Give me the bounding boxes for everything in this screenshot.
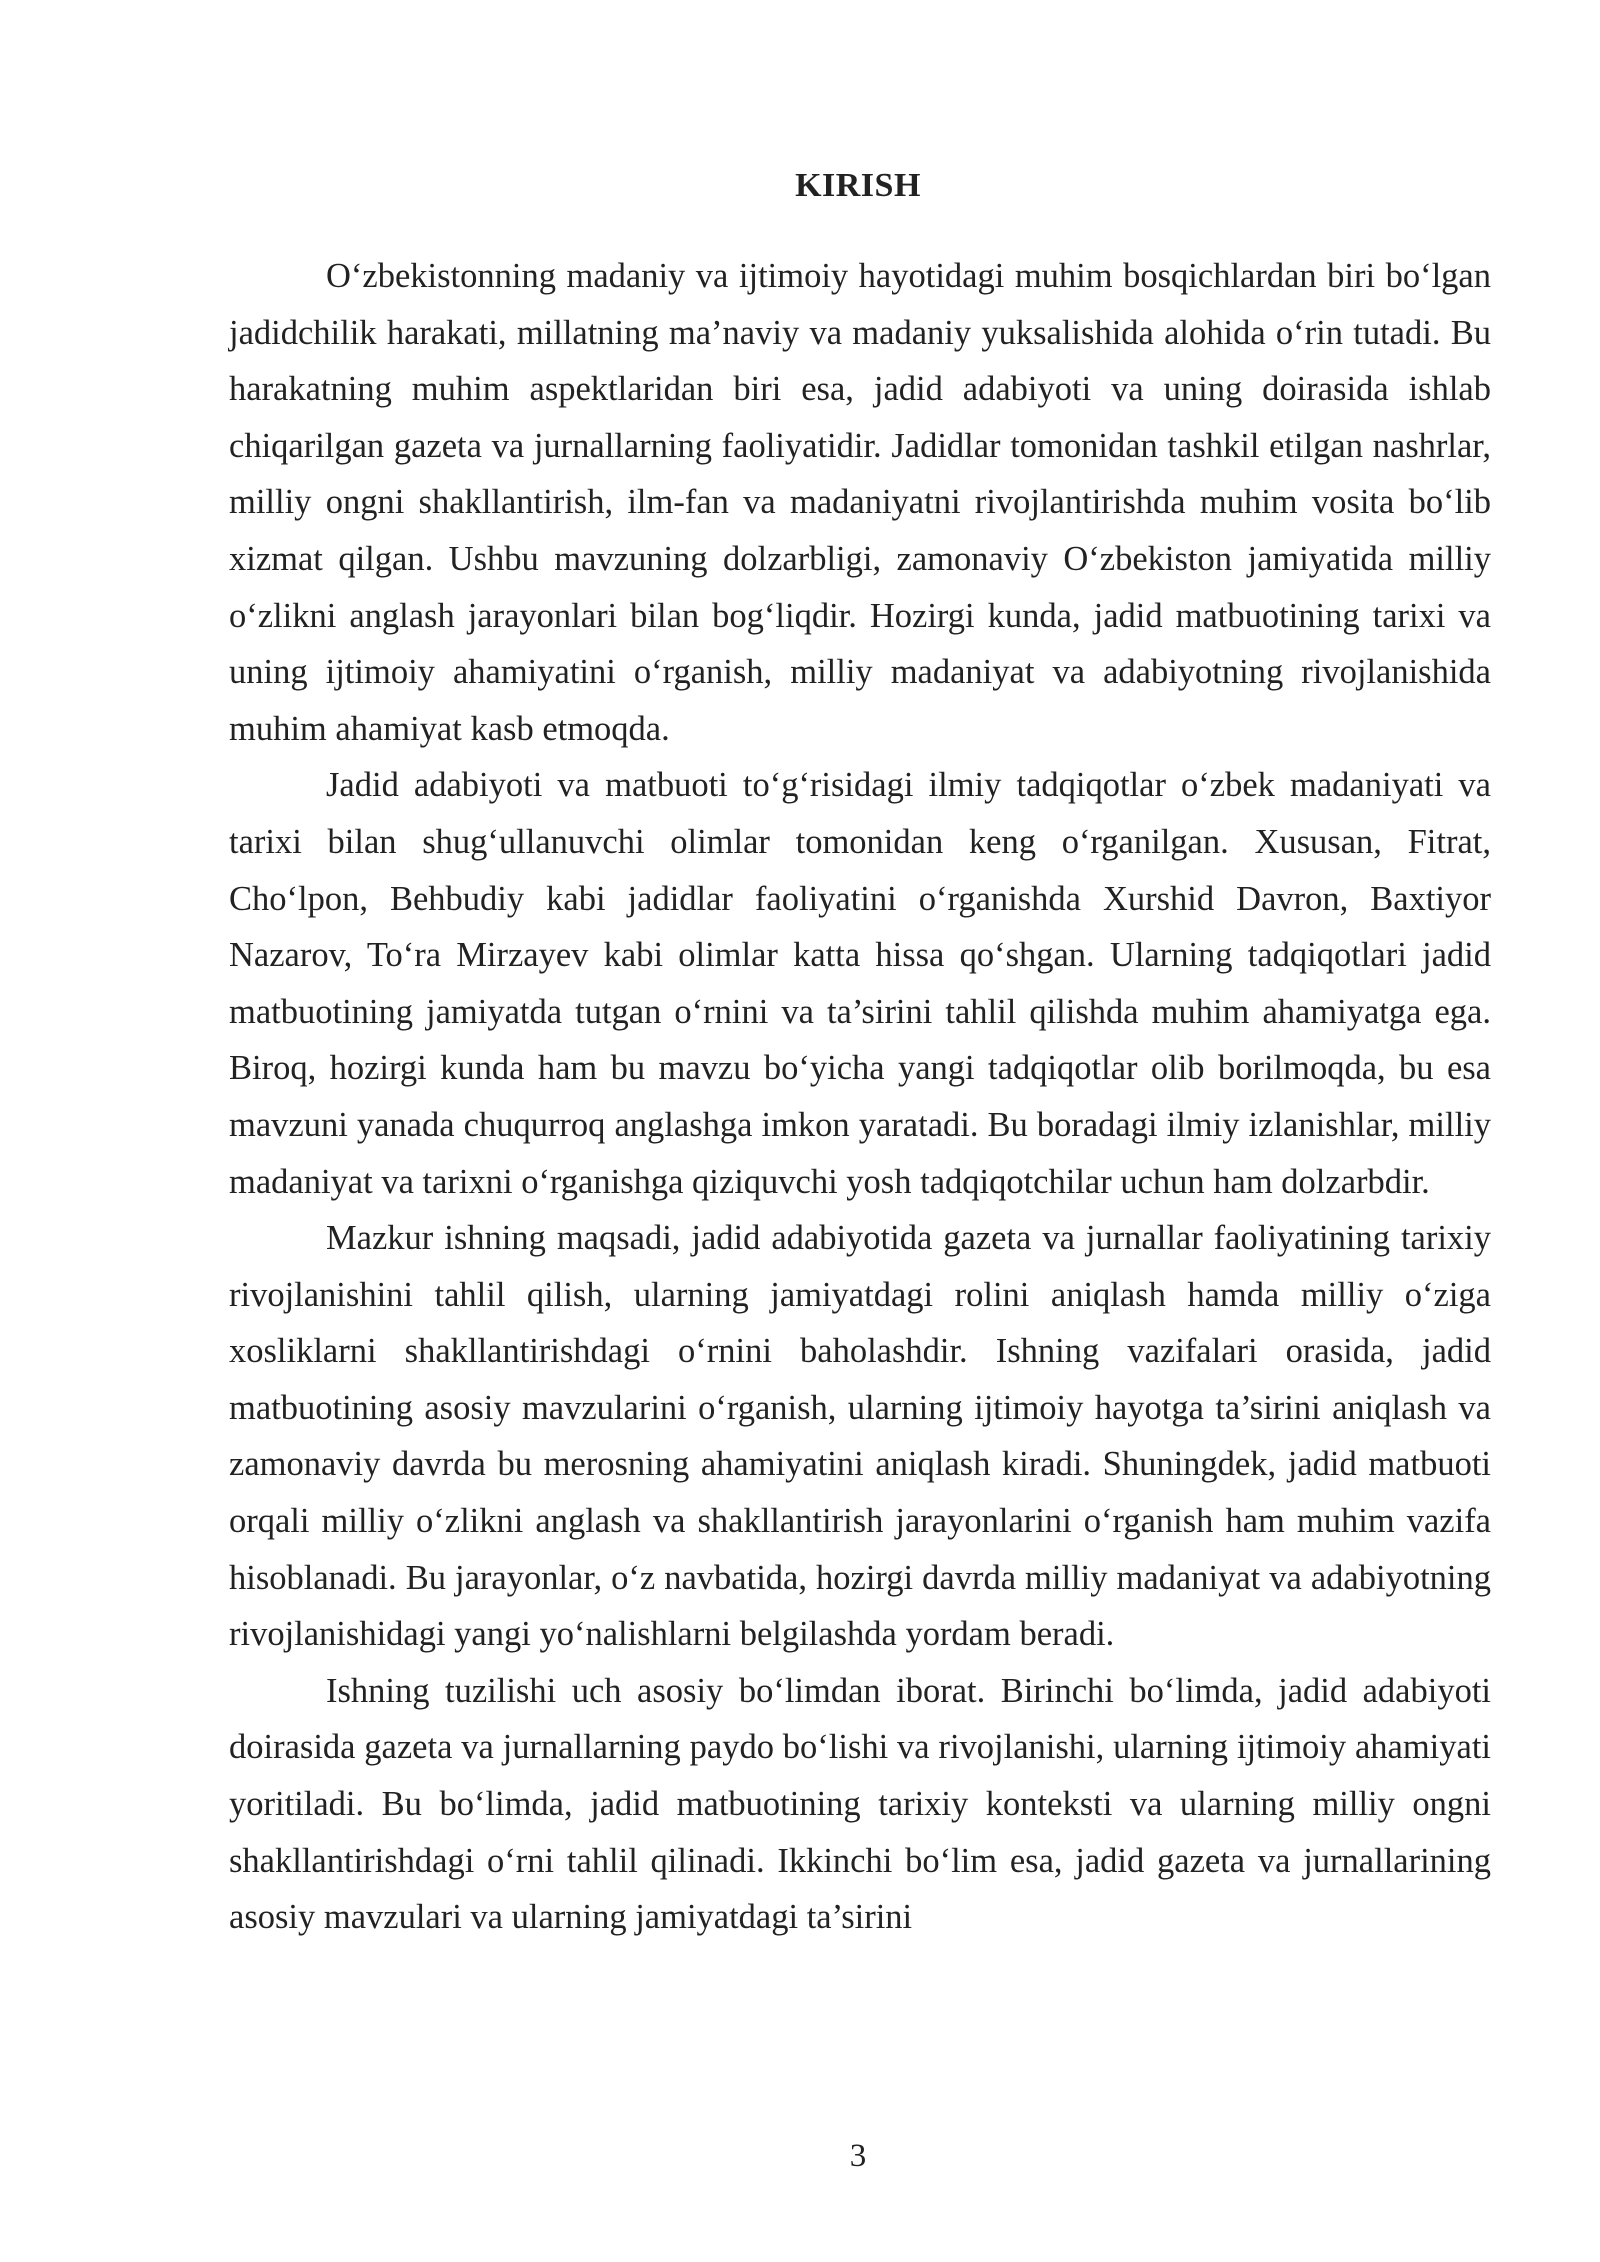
paragraph-2: Jadid adabiyoti va matbuoti to‘g‘risidagi ilmiy tadqiqotlar o‘zbek madaniyati va tarixi bilan shug‘ullanuvchi olimlar tomonidan keng o‘rganilgan. Xususan, Fitrat, Cho‘lpon, Behbudiy kabi jadidlar faoliyatini o‘rganishda Xurshid Davron, Baxtiyor Nazarov, To‘ra Mirzayev kabi olimlar katta hissa qo‘shgan. Ularning tadqiqotlari jadid matbuotining jamiyatda tutgan o‘rnini va ta’sirini tahlil qilishda muhim ahamiyatga ega. Biroq, hozirgi kunda ham bu mavzu bo‘yicha yangi tadqiqotlar olib borilmoqda, bu esa mavzuni yanada chuqurroq anglashga imkon yaratadi. Bu boradagi ilmiy izlanishlar, milliy madaniyat va tarixni o‘rganishga qiziquvchi yosh tadqiqotchilar uchun ham dolzarbdir. — [229, 766, 1491, 1201]
paragraph-1: O‘zbekistonning madaniy va ijtimoiy hayotidagi muhim bosqichlardan biri bo‘lgan jadidchilik harakati, millatning ma’naviy va madaniy yuksalishida alohida o‘rin tutadi. Bu harakatning muhim aspektlaridan biri esa, jadid adabiyoti va uning doirasida ishlab chiqarilgan gazeta va jurnallarning faoliyatidir. Jadidlar tomonidan tashkil etilgan nashrlar, milliy ongni shakllantirish, ilm-fan va madaniyatni rivojlantirishda muhim vosita bo‘lib xizmat qilgan. Ushbu mavzuning dolzarbligi, zamonaviy O‘zbekiston jamiyatida milliy o‘zlikni anglash jarayonlari bilan bog‘liqdir. Hozirgi kunda, jadid matbuotining tarixi va uning ijtimoiy ahamiyatini o‘rganish, milliy madaniyat va adabiyotning rivojlanishida muhim ahamiyat kasb etmoqda. — [229, 257, 1491, 748]
body-text — [229, 248, 1491, 1946]
paragraph-4: Ishning tuzilishi uch asosiy bo‘limdan iborat. Birinchi bo‘limda, jadid adabiyoti doirasida gazeta va jurnallarning paydo bo‘lishi va rivojlanishi, ularning ijtimoiy ahamiyati yoritiladi. Bu bo‘limda, jadid matbuotining tarixiy konteksti va ularning milliy ongni shakllantirishdagi o‘rni tahlil qilinadi. Ikkinchi bo‘lim esa, jadid gazeta va jurnallarining asosiy mavzulari va ularning jamiyatdagi ta’sirini — [229, 1671, 1491, 1937]
page-number: 3 — [849, 2138, 867, 2174]
paragraph-3: Mazkur ishning maqsadi, jadid adabiyotida gazeta va jurnallar faoliyatining tarixiy rivojlanishini tahlil qilish, ularning jamiyatdagi rolini aniqlash hamda milliy o‘ziga xosliklarni shakllantirishdagi o‘rnini baholashdir. Ishning vazifalari orasida, jadid matbuotining asosiy mavzularini o‘rganish, ularning ijtimoiy hayotga ta’sirini aniqlash va zamonaviy davrda bu merosning ahamiyatini aniqlash kiradi. Shuningdek, jadid matbuoti orqali milliy o‘zlikni anglash va shakllantirish jarayonlarini o‘rganish ham muhim vazifa hisoblanadi. Bu jarayonlar, o‘z navbatida, hozirgi davrda milliy madaniyat va adabiyotning rivojlanishidagi yangi yo‘nalishlarni belgilashda yordam beradi. — [229, 1219, 1491, 1654]
page-title: KIRISH — [795, 167, 921, 204]
